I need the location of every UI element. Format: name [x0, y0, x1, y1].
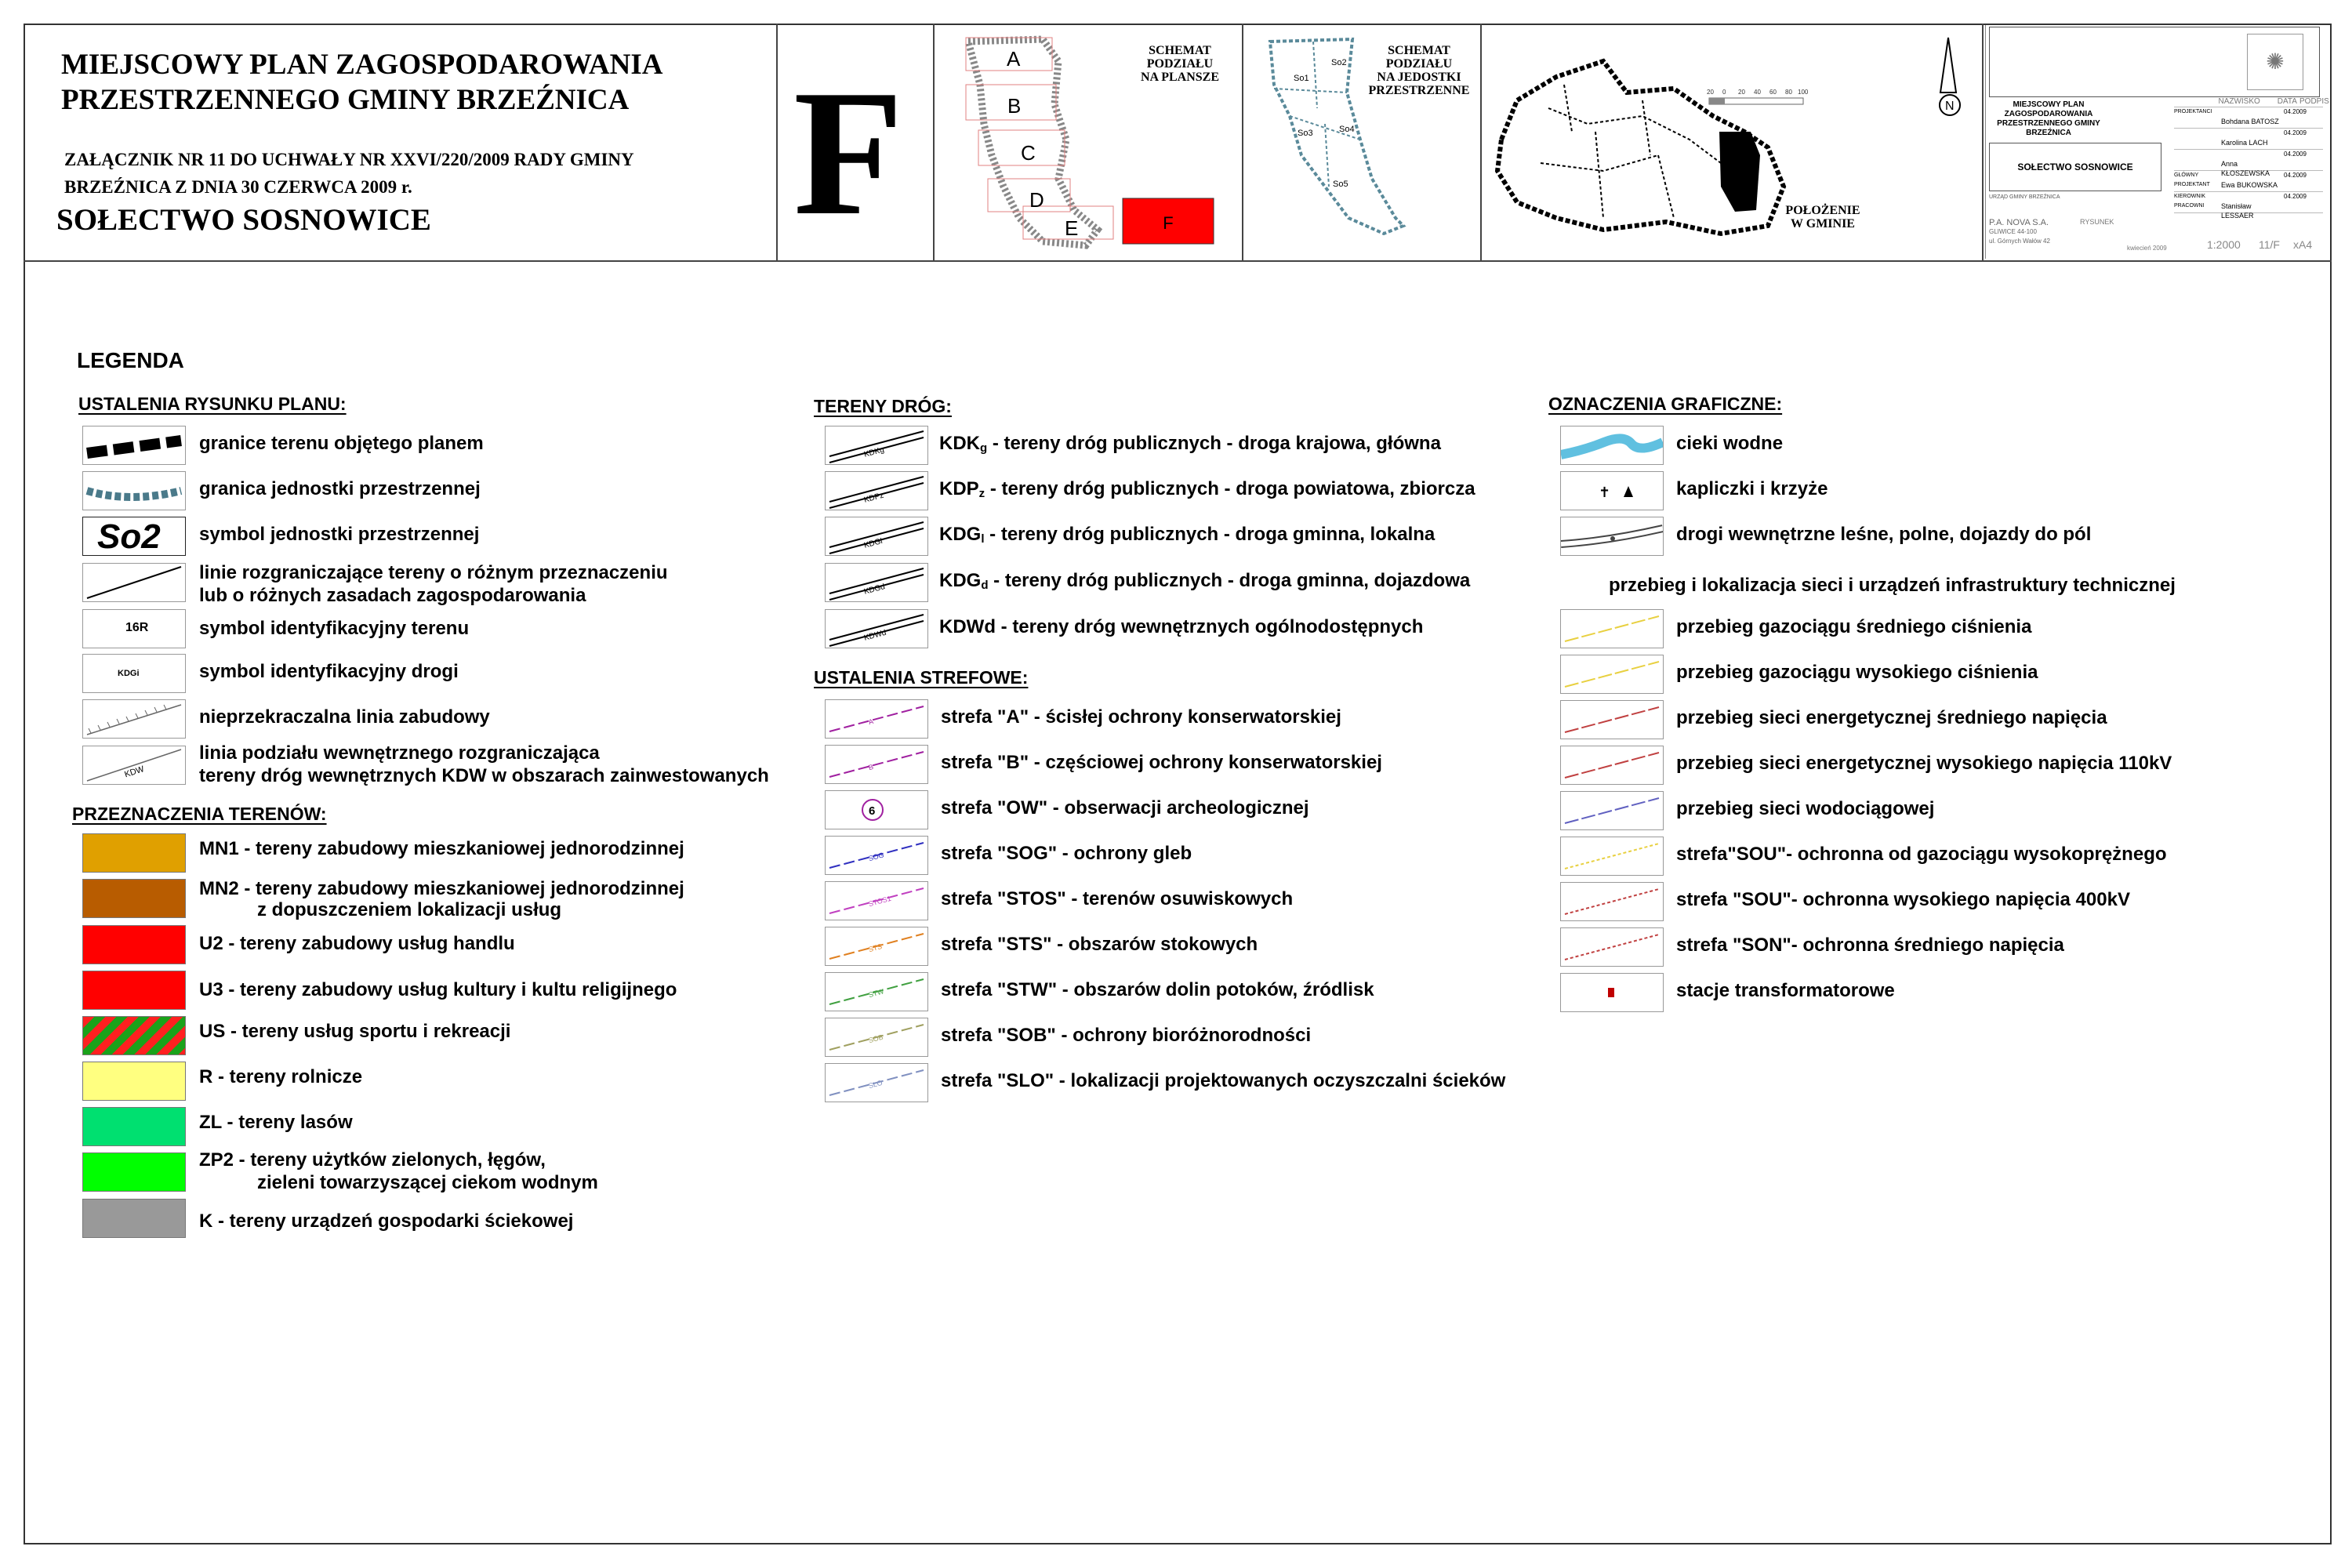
tb-row: [2174, 171, 2323, 192]
zone-symbol: [825, 927, 928, 966]
zone-symbol: [825, 972, 928, 1011]
annex-text: [64, 146, 634, 201]
tb-name: Ewa BUKOWSKA: [2221, 181, 2278, 189]
section-oznaczenia-graficzne: OZNACZENIA GRAFICZNE:: [1548, 394, 1783, 414]
infra-label: strefa"SOU"- ochronna od gazociągu wysokoprężnego: [1676, 844, 2167, 865]
header-separator: [1480, 24, 1482, 260]
infra-label: przebieg gazociągu średniego ciśnienia: [1676, 616, 2032, 637]
schema-title-line: NA JEDOSTKI: [1377, 71, 1461, 84]
road-symbol: [825, 609, 928, 648]
sheet-a-label: A: [1007, 47, 1021, 71]
zone-symbol: [825, 699, 928, 739]
zone-label: R - tereny rolnicze: [199, 1066, 363, 1087]
header-separator: [1982, 24, 1984, 260]
infra-label: przebieg sieci wodociągowej: [1676, 798, 1935, 819]
road-code: KDWd: [939, 616, 996, 637]
road-label: [939, 477, 1475, 505]
road-symbol-code: KDWd: [862, 628, 887, 643]
legend-item: symbol identyfikacyjny drogi: [199, 661, 459, 682]
road-symbol-code: KDGl: [862, 536, 884, 550]
zone-label: strefa "B" - częściowej ochrony konserwatorskiej: [941, 752, 1382, 773]
title-block-header: [1989, 27, 2320, 97]
schema-title-line: PODZIAŁU: [1385, 57, 1453, 71]
zone-symbol-tag: B: [867, 762, 875, 772]
annex-line-2: BRZEŹNICA Z DNIA 30 CZERWCA 2009 r.: [64, 177, 412, 197]
zone-label: strefa "SOB" - ochrony bioróżnorodności: [941, 1025, 1312, 1046]
plan-boundary-symbol: [82, 426, 186, 465]
location-map: [1486, 30, 1980, 257]
tb-drawing-label: RYSUNEK: [2080, 218, 2114, 226]
infra-label: strefa "SON"- ochronna średniego napięcia: [1676, 935, 2064, 956]
tb-name: Bohdana BATOSZ: [2221, 118, 2279, 125]
tb-date: 04.2009: [2284, 129, 2307, 136]
road-code-sub: l: [981, 532, 985, 546]
road-code-sub: g: [980, 441, 988, 455]
legend-item: granica jednostki przestrzennej: [199, 478, 481, 499]
zone-symbol-tag: STW: [867, 987, 885, 1000]
zone-symbol: [825, 1063, 928, 1102]
unit-so1-label: So1: [1294, 74, 1309, 83]
tb-format: xA4: [2293, 238, 2313, 251]
building-line-symbol: [82, 699, 186, 739]
zone-swatch-u2: [82, 925, 186, 964]
infra-header: przebieg i lokalizacja sieci i urządzeń infrastruktury technicznej: [1609, 575, 2176, 596]
terrain-id-symbol: [82, 609, 186, 648]
tb-table: [2174, 97, 2329, 220]
zone-label: strefa "STS" - obszarów stokowych: [941, 934, 1258, 955]
schema-title-line: SCHEMAT: [1149, 44, 1211, 57]
unit-schema-title: [1364, 44, 1474, 97]
road-text: - tereny dróg publicznych - droga krajowa, główna: [987, 433, 1441, 454]
zone-swatch-zp2: [82, 1152, 186, 1192]
north-arrow-icon: [1940, 38, 1960, 115]
tb-row: [2174, 192, 2323, 220]
zone-label: MN1 - tereny zabudowy mieszkaniowej jednorodzinnej: [199, 838, 684, 859]
zone-swatch-mn2: [82, 879, 186, 918]
infra-symbol: [1560, 973, 1664, 1012]
tb-firm-street: ul. Górnych Wałów 42: [1989, 238, 2050, 245]
tb-date: 04.2009: [2284, 172, 2307, 179]
road-text: - tereny dróg wewnętrznych ogólnodostępnych: [995, 616, 1424, 637]
road-code: KDG: [939, 524, 982, 545]
road-symbol: [825, 471, 928, 510]
scale-tick: 80: [1785, 89, 1792, 96]
road-code: KDG: [939, 570, 982, 591]
zone-label: strefa "SLO" - lokalizacji projektowanych oczyszczalni ścieków: [941, 1070, 1506, 1091]
schema-title-line: NA PLANSZE: [1140, 71, 1220, 84]
tb-plan-name-line: MIEJSCOWY PLAN: [2013, 100, 2085, 109]
infra-symbol: [1560, 609, 1664, 648]
legend-item: symbol identyfikacyjny terenu: [199, 618, 470, 639]
infra-label: strefa "SOU"- ochronna wysokiego napięcia 400kV: [1676, 889, 2130, 910]
zone-symbol: [825, 1018, 928, 1057]
tb-row: [2174, 150, 2323, 177]
zone-label: strefa "OW" - obserwacji archeologicznej: [941, 797, 1309, 818]
tb-solectwo: SOŁECTWO SOSNOWICE: [1989, 143, 2161, 191]
zone-symbol-tag: A: [867, 717, 875, 727]
tb-plan-name-line: BRZEŹNICA: [2026, 129, 2071, 137]
unit-symbol-box: [82, 517, 186, 556]
legend-item: linia podziału wewnętrznego rozgraniczająca: [199, 742, 600, 764]
sheet-d-label: D: [1029, 188, 1044, 212]
schema-title-line: SCHEMAT: [1388, 44, 1450, 57]
road-symbol-code: KDPz: [862, 491, 885, 505]
tb-name: Karolina LACH: [2221, 139, 2268, 147]
section-przeznaczenia: PRZEZNACZENIA TERENÓW:: [72, 804, 327, 824]
scale-tick: 100: [1798, 89, 1809, 96]
road-label: [939, 432, 1441, 459]
tb-name: Anna KŁOSZEWSKA: [2221, 160, 2270, 177]
legend-item: tereny dróg wewnętrznych KDW w obszarach zainwestowanych: [199, 765, 769, 786]
road-symbol-code: KDKg: [862, 445, 885, 459]
zone-symbol-tag: STOS1: [867, 894, 892, 909]
infra-label: przebieg gazociągu wysokiego ciśnienia: [1676, 662, 2038, 683]
zone-label: ZP2 - tereny użytków zielonych, łęgów,: [199, 1149, 546, 1171]
so2-symbol: So2: [97, 517, 161, 556]
tb-scale: 1:2000: [2207, 238, 2241, 251]
scale-tick: 20: [1738, 89, 1745, 96]
legend-item: granice terenu objętego planem: [199, 433, 484, 454]
road-code-sub: d: [981, 579, 989, 592]
tb-col-header: DATA: [2277, 97, 2297, 106]
legend-item: kapliczki i krzyże: [1676, 478, 1828, 499]
road-id-label: KDGi: [118, 669, 140, 678]
tb-role: PROJEKTANCI: [2174, 109, 2212, 114]
unit-so4-label: So4: [1339, 125, 1355, 134]
road-code: KDK: [939, 433, 980, 454]
tb-date: kwiecień 2009: [2127, 245, 2167, 252]
zone-label: U3 - tereny zabudowy usług kultury i kultu religijnego: [199, 979, 677, 1000]
tb-role: GŁÓWNY PROJEKTANT: [2174, 172, 2210, 187]
zone-label: K - tereny urządzeń gospodarki ściekowej: [199, 1210, 574, 1232]
tb-role: KIEROWNIK PRACOWNI: [2174, 194, 2206, 209]
road-symbol: [825, 563, 928, 602]
sheet-f-label: F: [1163, 213, 1174, 233]
tb-name: Stanisław LESSAER: [2221, 202, 2254, 220]
infra-label: przebieg sieci energetycznej średniego napięcia: [1676, 707, 2107, 728]
tb-firm-city: GLIWICE 44-100: [1989, 228, 2037, 235]
zone-symbol-tag: SOB: [867, 1033, 884, 1045]
field-road-symbol: [1560, 517, 1664, 556]
road-code: KDP: [939, 478, 979, 499]
header-separator: [933, 24, 935, 260]
title-line-2: PRZESTRZENNEGO GMINY BRZEŹNICA: [61, 84, 630, 116]
zone-symbol-tag: SLO: [867, 1078, 884, 1091]
zone-label: ZL - tereny lasów: [199, 1112, 353, 1133]
kdw-label: KDW: [123, 764, 146, 780]
zone-label: MN2 - tereny zabudowy mieszkaniowej jednorodzinnej: [199, 878, 684, 899]
zone-symbol: [825, 790, 928, 829]
unit-so5-label: So5: [1333, 180, 1348, 189]
tb-firm-name: P.A. NOVA S.A.: [1989, 218, 2049, 227]
road-label: [939, 615, 1423, 643]
tb-date: 04.2009: [2284, 193, 2307, 200]
tb-role: [2174, 129, 2221, 149]
tb-role: [2174, 150, 2221, 170]
road-id-symbol: [82, 654, 186, 693]
location-caption-line: POŁOŻENIE: [1785, 204, 1860, 217]
zone-label: strefa "SOG" - ochrony gleb: [941, 843, 1192, 864]
tb-date: 04.2009: [2284, 151, 2307, 158]
zone-symbol: [825, 745, 928, 784]
infra-symbol: [1560, 746, 1664, 785]
legend-item: symbol jednostki przestrzennej: [199, 524, 480, 545]
legend-item: drogi wewnętrzne leśne, polne, dojazdy do pól: [1676, 524, 2092, 545]
internal-division-symbol: [82, 746, 186, 785]
section-ustalenia-rysunku: USTALENIA RYSUNKU PLANU:: [78, 394, 347, 414]
legend-item: cieki wodne: [1676, 433, 1784, 454]
annex-line-1: ZAŁĄCZNIK NR 11 DO UCHWAŁY NR XXVI/220/2009 RADY GMINY: [64, 150, 634, 169]
zone-symbol: [825, 836, 928, 875]
sheet-c-label: C: [1021, 141, 1036, 165]
svg-text:✝: ✝: [1599, 485, 1611, 500]
title-line-1: MIEJSCOWY PLAN ZAGOSPODAROWANIA: [61, 49, 663, 81]
infra-symbol: [1560, 927, 1664, 967]
road-text: - tereny dróg publicznych - droga gminna, dojazdowa: [988, 570, 1471, 591]
location-caption-line: W GMINIE: [1791, 217, 1855, 230]
zone-symbol-tag: STS: [867, 942, 884, 954]
tb-sheet-no: 11/F: [2259, 238, 2280, 251]
zone-label: strefa "A" - ścisłej ochrony konserwatorskiej: [941, 706, 1341, 728]
road-text: - tereny dróg publicznych - droga gminna, lokalna: [984, 524, 1436, 545]
infra-symbol: [1560, 791, 1664, 830]
scale-tick: 20: [1707, 89, 1714, 96]
legend-item: linie rozgraniczające tereny o różnym przeznaczeniu: [199, 562, 668, 583]
unit-boundary-symbol: [82, 471, 186, 510]
shrine-symbol: [1560, 471, 1664, 510]
infra-symbol: [1560, 655, 1664, 694]
tb-plan-name-line: PRZESTRZENNEGO GMINY: [1997, 119, 2100, 128]
emblem-icon: ✺: [2247, 34, 2303, 90]
zone-label: strefa "STOS" - terenów osuwiskowych: [941, 888, 1294, 909]
zone-label: z dopuszczeniem lokalizacji usług: [257, 899, 562, 920]
legend-title: LEGENDA: [77, 348, 184, 372]
scale-tick: 40: [1754, 89, 1761, 96]
road-label: [939, 569, 1470, 597]
road-label: [939, 523, 1435, 550]
legend-item: nieprzekraczalna linia zabudowy: [199, 706, 490, 728]
sheet-b-label: B: [1007, 94, 1022, 118]
sheet-letter: F: [793, 53, 904, 252]
dividing-line-symbol: [82, 563, 186, 602]
scale-tick: 60: [1769, 89, 1777, 96]
infra-symbol: [1560, 882, 1664, 921]
tb-plan-name-line: ZAGOSPODAROWANIA: [2004, 110, 2093, 118]
tb-plan-name: [1994, 100, 2103, 138]
tb-col-header: PODPIS: [2299, 97, 2329, 106]
tb-row: [2174, 107, 2323, 129]
zone-symbol-tag: SOG: [867, 851, 885, 863]
infra-label: stacje transformatorowe: [1676, 980, 1895, 1001]
tb-col-header: NAZWISKO: [2218, 97, 2260, 106]
road-symbol: [825, 517, 928, 556]
schema-title-line: PODZIAŁU: [1146, 57, 1214, 71]
header-divider: [24, 260, 2332, 262]
zone-label: US - tereny usług sportu i rekreacji: [199, 1021, 511, 1042]
zone-symbol-tag: 6: [869, 804, 876, 818]
title-block: [1985, 25, 2331, 259]
tb-zleceniodawca: URZĄD GMINY BRZEŹNICA: [1989, 194, 2060, 200]
zone-swatch-u3: [82, 971, 186, 1010]
sheet-schema-title: [1129, 44, 1231, 84]
road-symbol: [825, 426, 928, 465]
zone-swatch-r: [82, 1062, 186, 1101]
zone-symbol: [825, 881, 928, 920]
infra-symbol: [1560, 837, 1664, 876]
tb-date: 04.2009: [2284, 108, 2307, 115]
section-ustalenia-strefowe: USTALENIA STREFOWE:: [814, 667, 1029, 688]
zone-swatch-k: [82, 1199, 186, 1238]
header-separator: [1242, 24, 1243, 260]
location-caption: [1780, 204, 1866, 230]
infra-symbol: [1560, 700, 1664, 739]
sheet-e-label: E: [1065, 216, 1079, 240]
header-separator: [776, 24, 778, 260]
road-symbol-code: KDGd: [862, 583, 887, 597]
zone-swatch-mn1: [82, 833, 186, 873]
legend-item: lub o różnych zasadach zagospodarowania: [199, 585, 586, 606]
zone-label: U2 - tereny zabudowy usług handlu: [199, 933, 515, 954]
unit-so3-label: So3: [1298, 129, 1313, 138]
terrain-id-label: 16R: [125, 621, 149, 634]
zone-swatch-us: [82, 1016, 186, 1055]
tb-row: [2174, 129, 2323, 150]
solectwo-title: SOŁECTWO SOSNOWICE: [56, 203, 431, 237]
section-tereny-drog: TERENY DRÓG:: [814, 396, 952, 416]
unit-so2-label: So2: [1331, 58, 1347, 67]
north-label: N: [1945, 100, 1955, 113]
scale-tick: 0: [1722, 89, 1726, 96]
zone-label: strefa "STW" - obszarów dolin potoków, źródlisk: [941, 979, 1374, 1000]
zone-swatch-zl: [82, 1107, 186, 1146]
road-code-sub: z: [978, 487, 985, 500]
plan-title: [61, 47, 662, 118]
zone-label: zieleni towarzyszącej ciekom wodnym: [257, 1172, 598, 1193]
road-text: - tereny dróg publicznych - droga powiatowa, zbiorcza: [985, 478, 1475, 499]
schema-title-line: PRZESTRZENNE: [1368, 84, 1470, 97]
tb-firm: [1989, 218, 2067, 246]
stream-symbol: [1560, 426, 1664, 465]
infra-label: przebieg sieci energetycznej wysokiego napięcia 110kV: [1676, 753, 2172, 774]
